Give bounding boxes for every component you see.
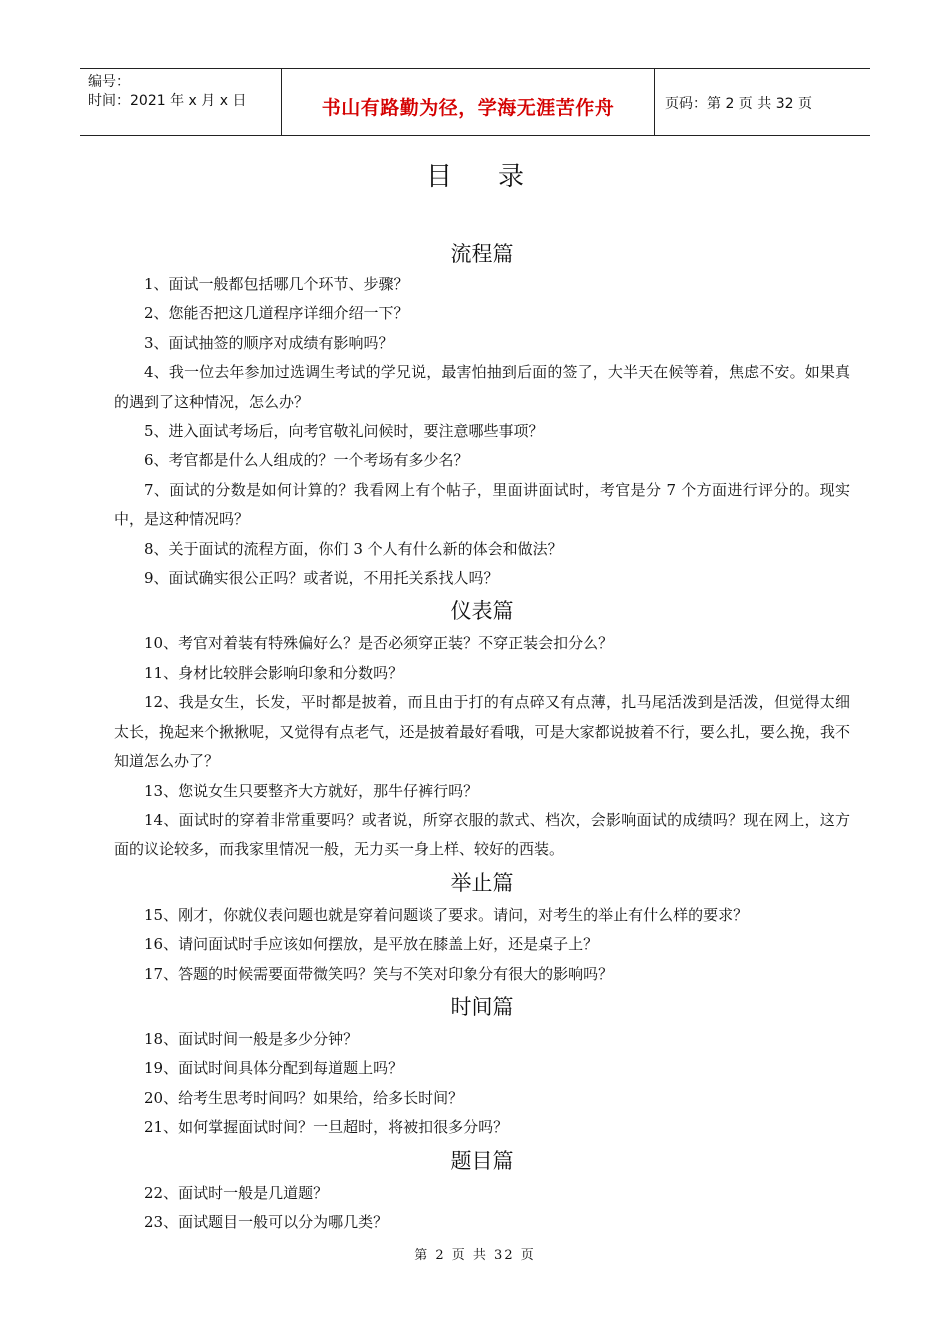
toc-item: 8、关于面试的流程方面，你们 3 个人有什么新的体会和做法？ bbox=[144, 539, 563, 558]
toc-item: 2、您能否把这几道程序详细介绍一下？ bbox=[144, 304, 409, 323]
toc-item: 17、答题的时候需要面带微笑吗？笑与不笑对印象分有很大的影响吗？ bbox=[144, 964, 614, 983]
toc-item: 9、面试确实很公正吗？或者说，不用托关系找人吗？ bbox=[144, 569, 499, 588]
section-heading: 举止篇 bbox=[450, 870, 514, 895]
toc-item: 20、给考生思考时间吗？如果给，给多长时间？ bbox=[144, 1088, 464, 1107]
section-heading: 时间篇 bbox=[450, 994, 514, 1019]
toc-item: 5、进入面试考场后，向考官敬礼问候时，要注意哪些事项？ bbox=[144, 422, 544, 441]
toc-item: 3、面试抽签的顺序对成绩有影响吗？ bbox=[144, 333, 394, 352]
toc-item: 19、面试时间具体分配到每道题上吗？ bbox=[144, 1059, 404, 1078]
page-footer: 第 2 页 共 32 页 bbox=[414, 1248, 536, 1263]
toc-item: 11、身材比较胖会影响印象和分数吗？ bbox=[144, 663, 404, 682]
header-motto: 书山有路勤为径，学海无涯苦作舟 bbox=[282, 69, 655, 135]
page-header bbox=[80, 68, 870, 136]
toc-item: 12、我是女生，长发，平时都是披着，而且由于打的有点碎又有点薄，扎马尾活泼到是活泼，但觉得太细太长，挽起来个揪揪呢，又觉得有点老气，还是披着最好看哦，可是大家都说披着不行，要么扎，要么挽，我不知道怎么办了？ bbox=[114, 693, 850, 771]
toc-item: 16、请问面试时手应该如何摆放，是平放在膝盖上好，还是桌子上？ bbox=[144, 935, 599, 954]
toc-item: 21、如何掌握面试时间？一旦超时，将被扣很多分吗？ bbox=[144, 1118, 509, 1137]
toc-item: 7、面试的分数是如何计算的？我看网上有个帖子，里面讲面试时，考官是分 7 个方面进行评分的。现实中，是这种情况吗？ bbox=[114, 480, 850, 529]
toc-item: 22、面试时一般是几道题？ bbox=[144, 1183, 329, 1202]
toc-item: 10、考官对着装有特殊偏好么？是否必须穿正装？不穿正装会扣分么？ bbox=[144, 634, 614, 653]
document-number-label: 编号： bbox=[88, 74, 130, 90]
toc-item: 1、面试一般都包括哪几个环节、步骤？ bbox=[144, 275, 409, 293]
toc-item: 23、面试题目一般可以分为哪几类？ bbox=[144, 1212, 389, 1231]
section-heading: 题目篇 bbox=[450, 1148, 514, 1173]
toc-item: 15、刚才，你就仪表问题也就是穿着问题谈了要求。请问，对考生的举止有什么样的要求？ bbox=[144, 905, 749, 924]
header-meta bbox=[80, 69, 282, 135]
toc-item: 4、我一位去年参加过选调生考试的学兄说，最害怕抽到后面的签了，大半天在候等着，焦虑不安。如果真的遇到了这种情况，怎么办？ bbox=[114, 363, 850, 411]
toc-item: 13、您说女生只要整齐大方就好，那牛仔裤行吗？ bbox=[144, 781, 479, 800]
document-time: 时间：2021 年 x 月 x 日 bbox=[88, 93, 247, 109]
section-heading: 流程篇 bbox=[450, 242, 514, 266]
page-title: 目录 bbox=[425, 162, 570, 192]
toc-item: 14、面试时的穿着非常重要吗？或者说，所穿衣服的款式、档次，会影响面试的成绩吗？现在网上，这方面的议论较多，而我家里情况一般，无力买一身上样、较好的西装。 bbox=[114, 810, 850, 859]
section-heading: 仪表篇 bbox=[450, 599, 514, 624]
header-page-info: 页码：第 2 页 共 32 页 bbox=[665, 96, 812, 112]
toc-item: 6、考官都是什么人组成的？一个考场有多少名？ bbox=[144, 451, 469, 470]
table-of-contents bbox=[114, 236, 850, 1237]
toc-item: 18、面试时间一般是多少分钟？ bbox=[144, 1029, 359, 1048]
